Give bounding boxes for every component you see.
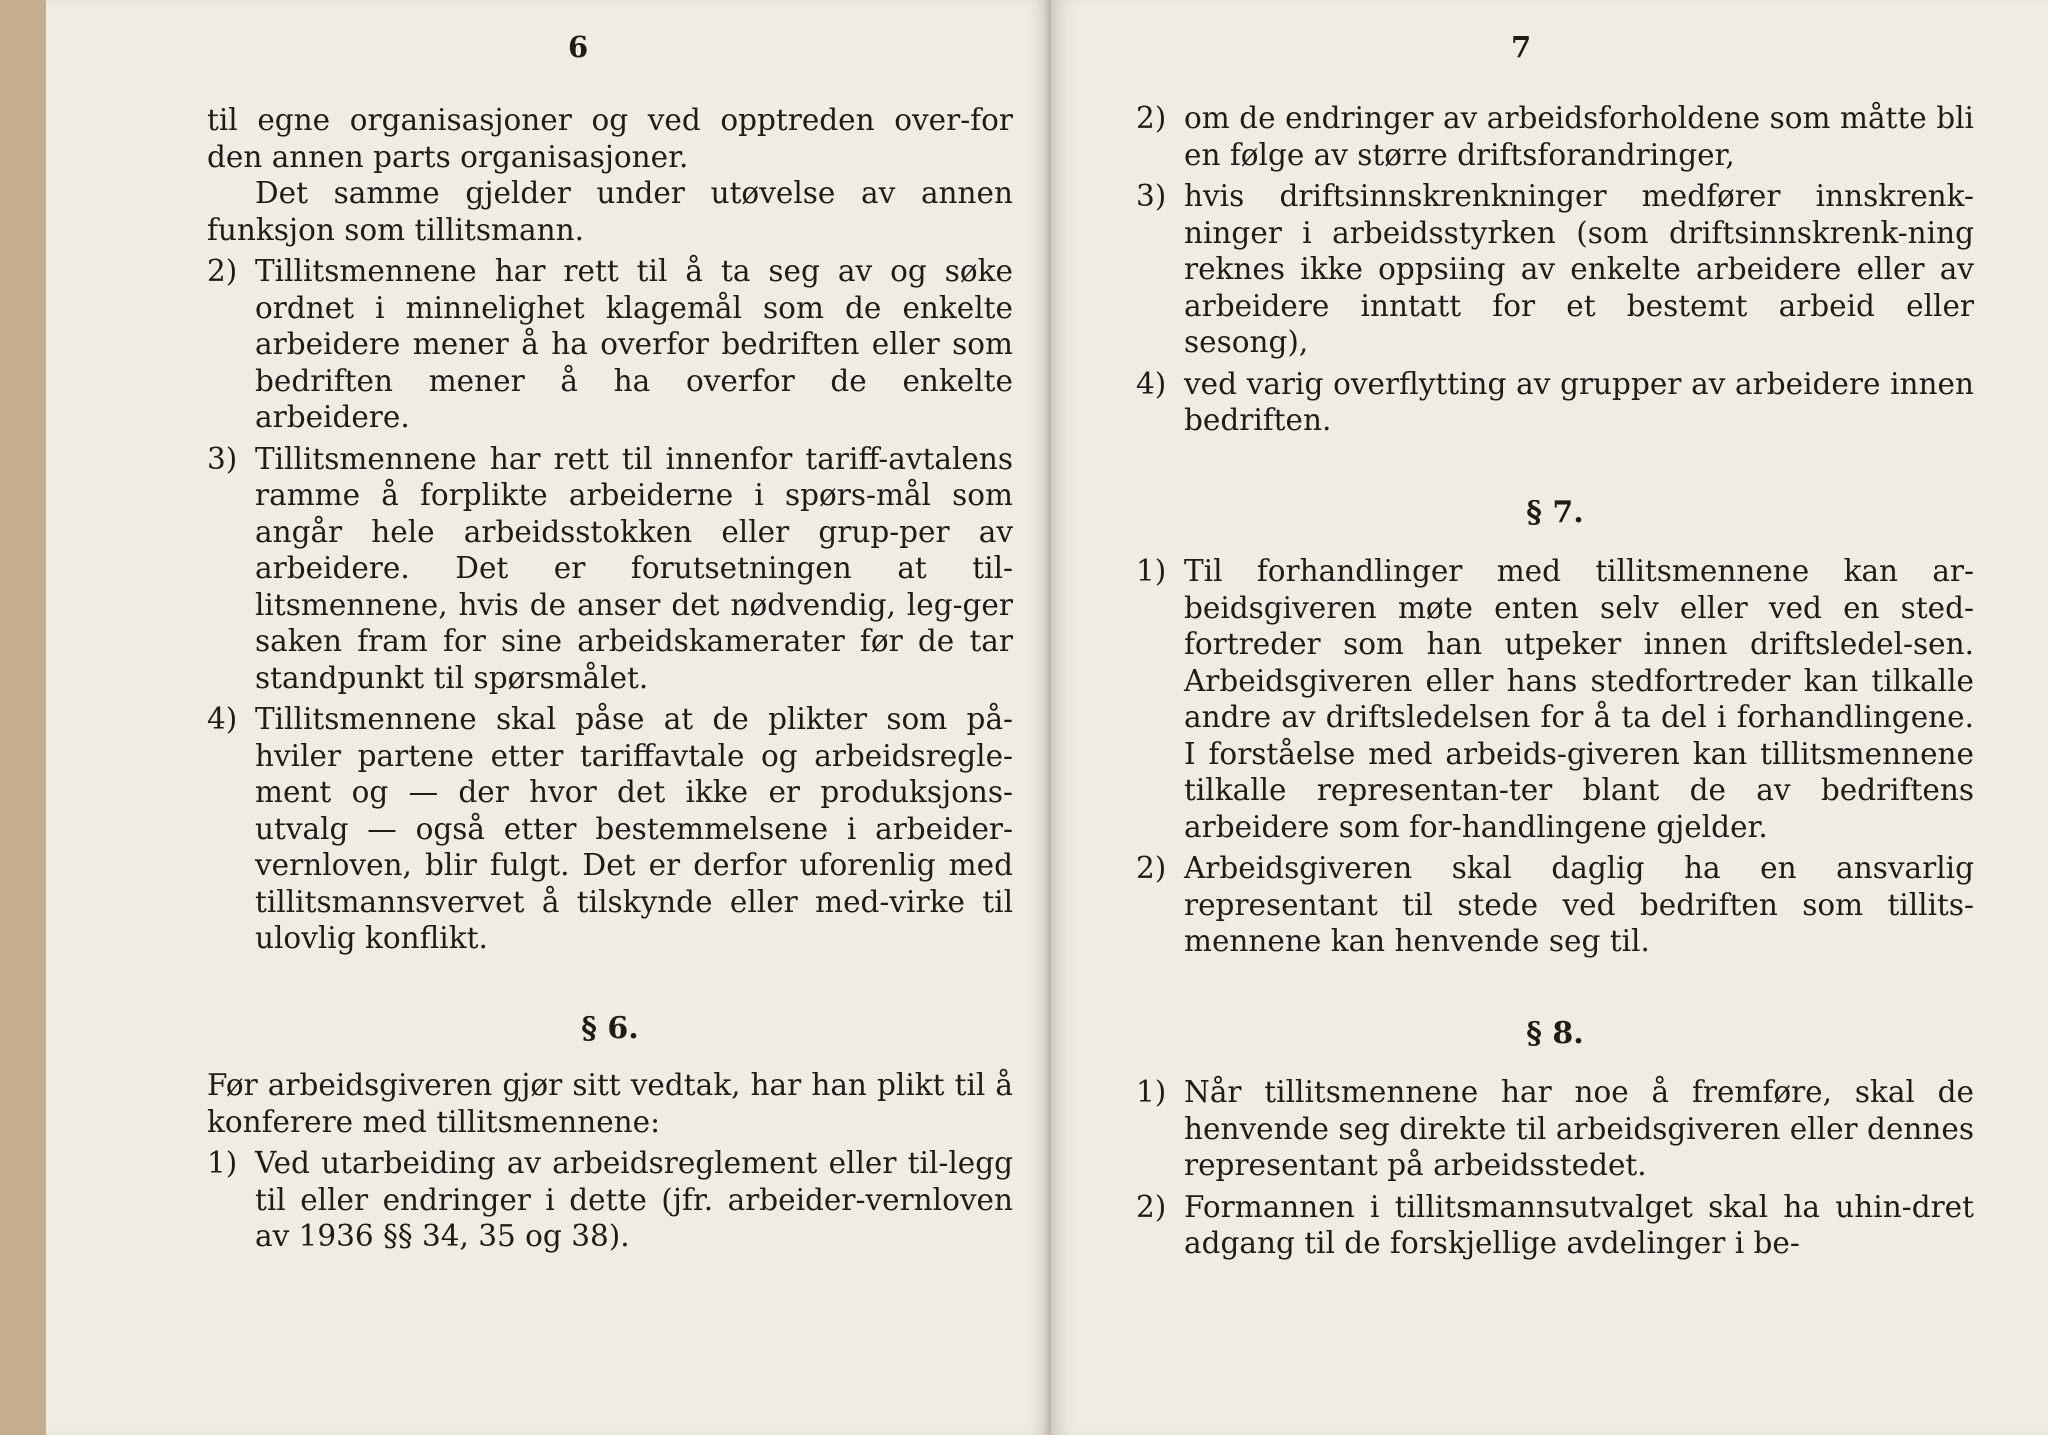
page-number-right: 7 <box>1511 30 1533 64</box>
page-number-left: 6 <box>568 30 590 64</box>
item-number: 1) <box>1136 554 1167 588</box>
item-number: 2) <box>1136 101 1167 135</box>
right-page <box>1051 0 2048 1435</box>
item-number: 1) <box>207 1146 238 1180</box>
item-number: 3) <box>1136 179 1167 213</box>
item-number: 2) <box>1136 1189 1167 1224</box>
item-text: Arbeidsgiveren skal daglig ha en ansvarlig representant til stede ved bedriften som tillits-mennene kan henvende seg til. <box>1184 851 1974 958</box>
left-page-text <box>207 102 1013 1260</box>
item-text: Tillitsmennene har rett til innenfor tariff-avtalens ramme å forplikte arbeiderne i spørs-mål som angår hele arbeidsstokken eller grup-per av arbeidere. Det er forutsetningen at til-litsmennene, hvis de anser det nødvendig, leg-ger saken fram for sine arbeidskamerater før de tar standpunkt til spørsmålet. <box>255 441 1013 695</box>
list-item <box>1136 553 1974 845</box>
item-number: 3) <box>207 441 238 476</box>
list-item <box>1136 178 1974 361</box>
item-text: Formannen i tillitsmannsutvalget skal ha uhin-dret adgang til de forskjellige avdelinger i be- <box>1184 1189 1974 1260</box>
list-item <box>1136 1074 1974 1184</box>
item-number: 4) <box>1136 366 1167 401</box>
section-heading-8: § 8. <box>1526 1015 1584 1051</box>
list-item <box>207 1145 1013 1255</box>
item-number: 2) <box>1136 851 1167 885</box>
item-text: ved varig overflytting av grupper av arbeidere innen bedriften. <box>1184 366 1974 437</box>
item-number: 1) <box>1136 1075 1167 1109</box>
item-text: hvis driftsinnskrenkninger medfører innskrenk-ninger i arbeidsstyrken (som driftsinnskrenk-ning reknes ikke oppsiing av enkelte arbeidere eller av arbeidere inntatt for et bestemt arbeid eller sesong), <box>1184 179 1974 359</box>
item-text: Ved utarbeiding av arbeidsreglement eller til-legg til eller endringer i dette (jfr. arbeider-vernloven av 1936 §§ 34, 35 og 38). <box>255 1146 1013 1253</box>
section-6-intro: Før arbeidsgiveren gjør sitt vedtak, har han plikt til å konferere med tillitsmennene: <box>207 1068 1013 1139</box>
list-item <box>207 701 1013 957</box>
item-number: 4) <box>207 702 238 736</box>
right-page-text <box>1136 100 1974 1267</box>
list-item <box>1136 1189 1974 1262</box>
book-edge <box>0 0 46 1435</box>
intro-paragraph: Det samme gjelder under utøvelse av annen funksjon som tillitsmann. <box>207 176 1013 247</box>
item-text: Til forhandlinger med tillitsmennene kan ar-beidsgiveren møte enten selv eller ved en sted-fortreder som han utpeker innen driftsledel-sen. Arbeidsgiveren eller hans stedfortreder kan tilkalle andre av driftsledelsen for å ta del i forhandlingene. I forståelse med arbeids-giveren kan tillitsmennene tilkalle representan-ter blant de av bedriftens arbeidere som for-handlingene gjelder. <box>1184 554 1974 844</box>
list-item <box>1136 100 1974 173</box>
item-text: Tillitsmennene har rett til å ta seg av og søke ordnet i minnelighet klagemål som de enkelte arbeidere mener å ha overfor bedriften eller som bedriften mener å ha overfor de enkelte arbeidere. <box>255 254 1013 434</box>
left-page <box>46 0 1051 1435</box>
section-heading-6: § 6. <box>581 1010 639 1046</box>
list-item <box>207 253 1013 436</box>
list-item <box>1136 366 1974 439</box>
section-heading-7: § 7. <box>1526 494 1584 530</box>
list-item <box>207 441 1013 697</box>
item-text: om de endringer av arbeidsforholdene som måtte bli en følge av større driftsforandringer, <box>1184 101 1974 172</box>
list-item <box>1136 850 1974 960</box>
item-text: Når tillitsmennene har noe å fremføre, skal de henvende seg direkte til arbeidsgiveren eller dennes representant på arbeidsstedet. <box>1184 1075 1974 1182</box>
item-text: Tillitsmennene skal påse at de plikter som på-hviler partene etter tariffavtale og arbeidsregle-ment og — der hvor det ikke er produksjons-utvalg — også etter bestemmelsene i arbeider-vernloven, blir fulgt. Det er derfor uforenlig med tillitsmannsvervet å tilskynde eller med-virke til ulovlig konflikt. <box>255 702 1013 955</box>
item-number: 2) <box>207 254 238 288</box>
intro-lines: til egne organisasjoner og ved opptreden over-for den annen parts organisasjoner. <box>207 103 1013 174</box>
